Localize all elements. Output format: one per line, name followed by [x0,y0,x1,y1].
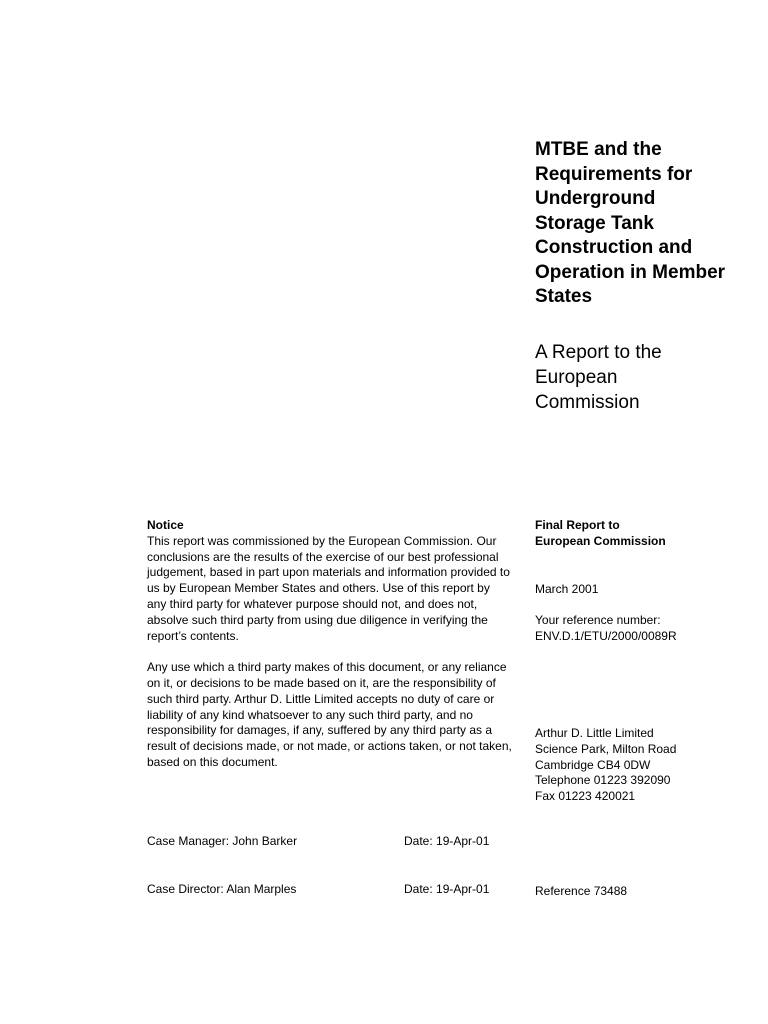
title-line: Construction and [535,237,693,258]
title-line: Underground [535,188,656,209]
address-block [535,726,755,805]
final-report-line: Final Report to [535,518,620,532]
fax: Fax 01223 420021 [535,789,636,804]
title-line: Requirements for [535,163,693,185]
case-manager-date: Date: 19-Apr-01 [404,834,490,848]
reference-block [535,884,755,900]
final-report-block [535,518,755,550]
report-subtitle [535,340,760,415]
subtitle-line: Commission [535,392,640,413]
subtitle-line: A Report to the [535,342,662,363]
notice-paragraph: This report was commissioned by the European Commission. Our conclusions are the results of the exercise of our best professional judgement, based in part upon materials and information provided to us by European Member States and others. Use of this report by any third party for whatever purpose should not, and does not, absolve such third party from using due diligence in verifying the report’s contents. [147,533,510,643]
reference-number-label: Your reference number: [535,613,661,627]
report-date [535,582,755,598]
reference-number-value: ENV.D.1/ETU/2000/0089R [535,628,677,643]
address-street: Science Park, Milton Road [535,741,677,756]
title-line: MTBE and the [535,139,662,160]
report-date-text: March 2001 [535,582,599,596]
address-city: Cambridge CB4 0DW [535,757,651,772]
title-line: Storage Tank [535,212,654,234]
title-line: States [535,286,593,307]
case-manager-label: Case Manager: John Barker [147,834,298,848]
final-report-line: European Commission [535,533,666,548]
case-director-date: Date: 19-Apr-01 [404,882,490,896]
report-title [535,138,760,310]
title-line: Operation in Member [535,261,726,283]
company-name: Arthur D. Little Limited [535,726,654,740]
reference-number-block [535,613,755,645]
subtitle-line: European [535,367,618,388]
case-director-label: Case Director: Alan Marples [147,882,297,896]
reference-text: Reference 73488 [535,884,628,898]
notice-paragraph: Any use which a third party makes of this document, or any reliance on it, or decisions to be made based on it, are the responsibility of such third party. Arthur D. Little Limited accepts no duty of care or liability of any kind whatsoever to any such third party, and no responsibility for damages, if any, suffered by any third party as a result of decisions made, or not made, or actions taken, or not taken, based on this document. [147,660,512,769]
notice-heading: Notice [147,518,184,532]
notice-section [147,518,512,771]
telephone: Telephone 01223 392090 [535,773,671,788]
